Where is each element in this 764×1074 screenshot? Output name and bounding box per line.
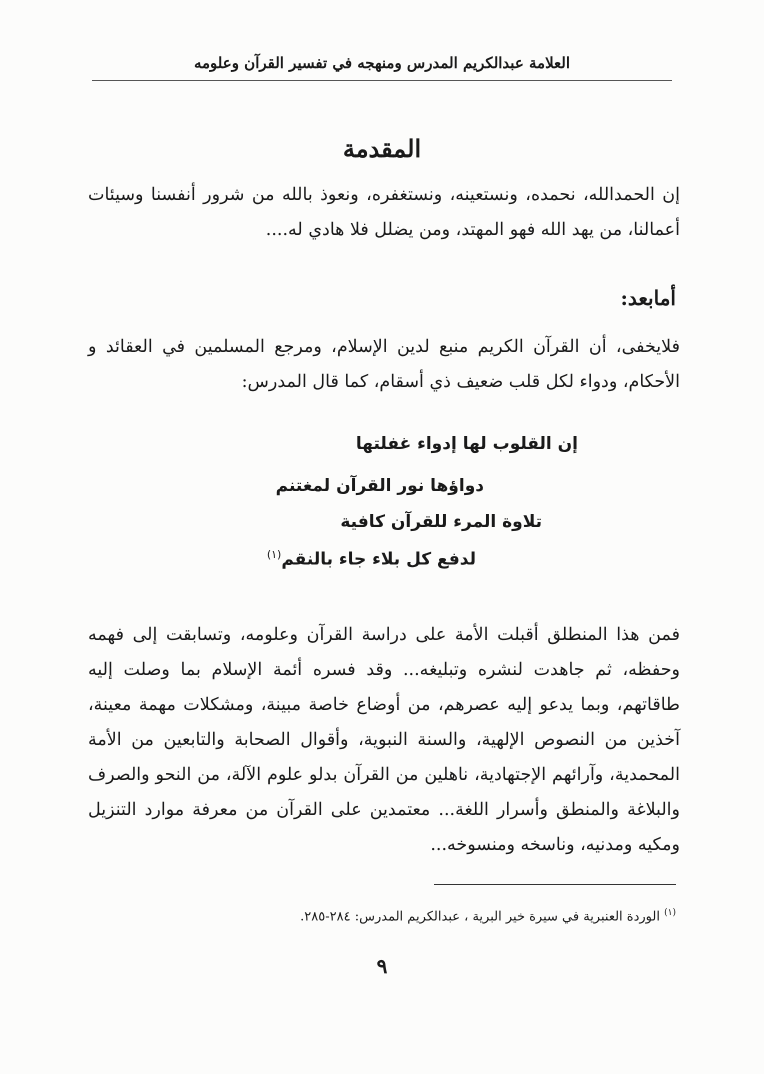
footnote-marker: (١) [664, 908, 676, 918]
opening-paragraph: إن الحمدالله، نحمده، ونستعينه، ونستغفره، ونعوذ بالله من شرور أنفسنا وسيئات أعمالنا، من يهد الله فهو المهتد، ومن يضلل فلا هادي له.... [88, 185, 680, 240]
poem-line-2: دواؤها نور القرآن لمغتنم [275, 476, 484, 496]
subheading: أمابعد: [620, 286, 676, 310]
footnote [300, 908, 676, 924]
poem-line-4: لدفع كل بلاء جاء بالنقم [281, 549, 476, 570]
section-title: المقدمة [342, 134, 422, 163]
footnote-rule [434, 884, 676, 885]
poem-line-4-wrapper [267, 548, 476, 570]
paragraph-2: فلايخفى، أن القرآن الكريم منبع لدين الإسلام، ومرجع المسلمين في العقائد و الأحكام، ودواء لكل قلب ضعيف ذي أسقام، كما قال المدرس: [88, 337, 680, 392]
footnote-text: الوردة العنبرية في سيرة خير البرية ، عبدالكريم المدرس: ٢٨٤-٢٨٥. [300, 909, 660, 925]
header-rule [92, 80, 672, 81]
footnote-reference[interactable]: (١) [266, 548, 282, 561]
poem-line-3: تلاوة المرء للقرآن كافية [340, 512, 542, 532]
page-number: ٩ [376, 954, 388, 978]
running-header: العلامة عبدالكريم المدرس ومنهجه في تفسير القرآن وعلومه [193, 54, 571, 72]
paragraph-3: فمن هذا المنطلق أقبلت الأمة على دراسة القرآن وعلومه، وتسابقت إلى فهمه وحفظه، ثم جاهدت لنشره وتبليغه... وقد فسره أئمة الإسلام بما وصلت إليه طاقاتهم، وبما يدعو إليه عصرهم، من أوضاع خاصة مبينة، ومشكلات مهمة معينة، آخذين من النصوص الإلهية، والسنة النبوية، وأقوال الصحابة والتابعين من الأمة المحمدية، وآرائهم الإجتهادية، ناهلين من القرآن بدلو علوم الآلة، من النحو والصرف والبلاغة والمنطق وأسرار اللغة... معتمدين على القرآن من معرفة موارد التنزيل ومكيه ومدنيه، وناسخه ومنسوخه... [88, 625, 680, 855]
poem-line-1: إن القلوب لها إدواء غفلتها [355, 434, 578, 454]
